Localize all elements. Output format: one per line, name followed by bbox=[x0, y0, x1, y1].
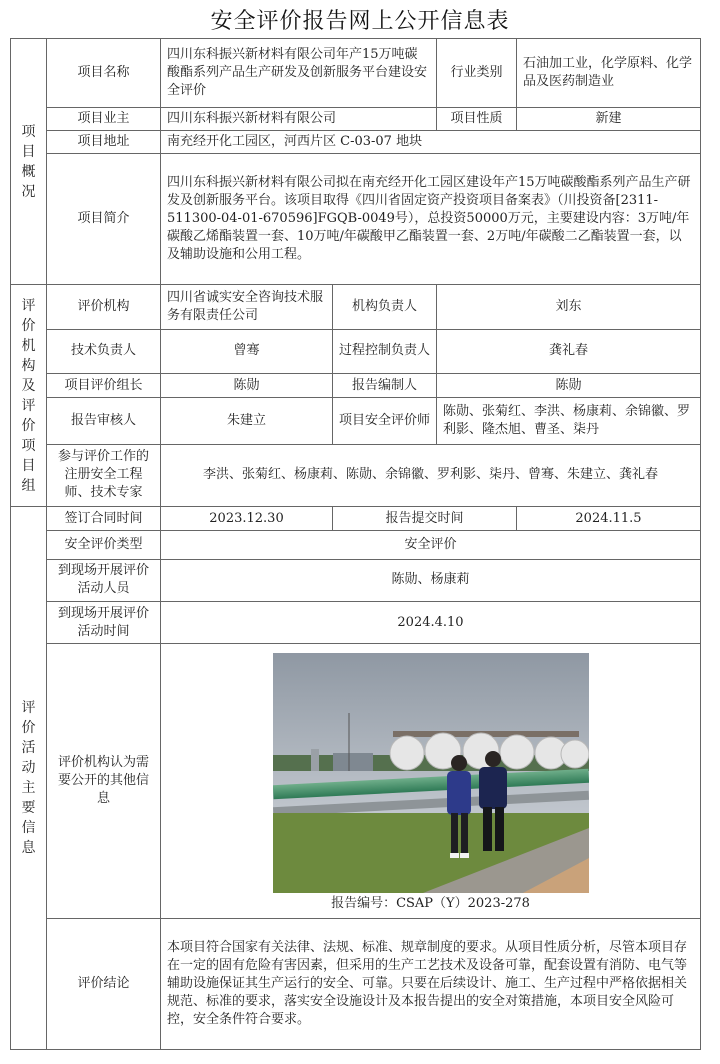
industry: 石油加工业，化学原料、化学品及医药制造业 bbox=[517, 39, 701, 108]
report-author-label: 报告编制人 bbox=[333, 373, 437, 397]
conclusion-label: 评价结论 bbox=[47, 918, 161, 1049]
industry-label: 行业类别 bbox=[437, 39, 517, 108]
tech-head-label: 技术负责人 bbox=[47, 329, 161, 373]
intro-label: 项目简介 bbox=[47, 154, 161, 285]
intro: 四川东科振兴新材料有限公司拟在南充经开化工园区建设年产15万吨碳酸酯系列产品生产研发及创新服务平台。该项目取得《四川省固定资产投资项目备案表》（川投资备[2311-511300-04-01-670596]FGQB-0049号），总投资50000万元，主要建设内容：3万吨/年碳酸乙烯酯装置一套、10万吨/年碳酸甲乙酯装置一套、2万吨/年碳酸二乙酯装置一套，以及辅助设施和公用工程。 bbox=[161, 154, 701, 285]
assessors: 陈勋、张菊红、李洪、杨康莉、余锦徽、罗利影、隆杰旭、曹圣、柒丹 bbox=[437, 398, 701, 444]
section-activity: 评价活动主要信息 bbox=[11, 507, 47, 1050]
contract-date-label: 签订合同时间 bbox=[47, 507, 161, 531]
section-agency: 评价机构及评价项目组 bbox=[11, 285, 47, 507]
type-label: 安全评价类型 bbox=[47, 531, 161, 559]
tech-head: 曾骞 bbox=[161, 329, 333, 373]
conclusion: 本项目符合国家有关法律、法规、标准、规章制度的要求。从项目性质分析，尽管本项目存在一定的固有危险有害因素，但采用的生产工艺技术及设备可靠，配套设置有消防、电气等辅助设施保证其生产运行的安全、可靠。只要在后续设计、施工、生产过程中严格依据相关规范、标准的要求，落实安全设施设计及本报告提出的安全对策措施，本项目安全风险可控，安全条件符合要求。 bbox=[161, 918, 701, 1049]
org-head: 刘东 bbox=[437, 285, 701, 329]
address-label: 项目地址 bbox=[47, 130, 161, 153]
nature: 新建 bbox=[517, 107, 701, 130]
other-info-label: 评价机构认为需要公开的其他信息 bbox=[47, 644, 161, 918]
experts: 李洪、张菊红、杨康莉、陈勋、余锦徽、罗利影、柒丹、曾骞、朱建立、龚礼春 bbox=[161, 444, 701, 507]
project-name-label: 项目名称 bbox=[47, 39, 161, 108]
page-title: 安全评价报告网上公开信息表 bbox=[210, 9, 510, 34]
other-info bbox=[161, 644, 701, 918]
onsite-time: 2024.4.10 bbox=[161, 601, 701, 643]
team-leader-label: 项目评价组长 bbox=[47, 373, 161, 397]
assessors-label: 项目安全评价师 bbox=[333, 398, 437, 444]
onsite-people-label: 到现场开展评价活动人员 bbox=[47, 559, 161, 601]
experts-label: 参与评价工作的注册安全工程师、技术专家 bbox=[47, 444, 161, 507]
process-head: 龚礼春 bbox=[437, 329, 701, 373]
contract-date: 2023.12.30 bbox=[161, 507, 333, 531]
eval-type: 安全评价 bbox=[161, 531, 701, 559]
address: 南充经开化工园区，河西片区 C-03-07 地块 bbox=[161, 130, 701, 153]
org: 四川省诚实安全咨询技术服务有限责任公司 bbox=[161, 285, 333, 329]
section-overview: 项目概况 bbox=[11, 39, 47, 285]
info-table bbox=[10, 38, 701, 1050]
org-label: 评价机构 bbox=[47, 285, 161, 329]
process-head-label: 过程控制负责人 bbox=[333, 329, 437, 373]
reviewer-label: 报告审核人 bbox=[47, 398, 161, 444]
submit-date: 2024.11.5 bbox=[517, 507, 701, 531]
site-photo bbox=[273, 653, 589, 893]
report-number: 报告编号：CSAP（Y）2023-278 bbox=[331, 896, 530, 912]
team-leader: 陈勋 bbox=[161, 373, 333, 397]
onsite-people: 陈勋、杨康莉 bbox=[161, 559, 701, 601]
nature-label: 项目性质 bbox=[437, 107, 517, 130]
org-head-label: 机构负责人 bbox=[333, 285, 437, 329]
report-author: 陈勋 bbox=[437, 373, 701, 397]
reviewer: 朱建立 bbox=[161, 398, 333, 444]
owner-label: 项目业主 bbox=[47, 107, 161, 130]
onsite-time-label: 到现场开展评价活动时间 bbox=[47, 601, 161, 643]
project-name: 四川东科振兴新材料有限公司年产15万吨碳酸酯系列产品生产研发及创新服务平台建设安全评价 bbox=[161, 39, 437, 108]
submit-date-label: 报告提交时间 bbox=[333, 507, 517, 531]
owner: 四川东科振兴新材料有限公司 bbox=[161, 107, 437, 130]
